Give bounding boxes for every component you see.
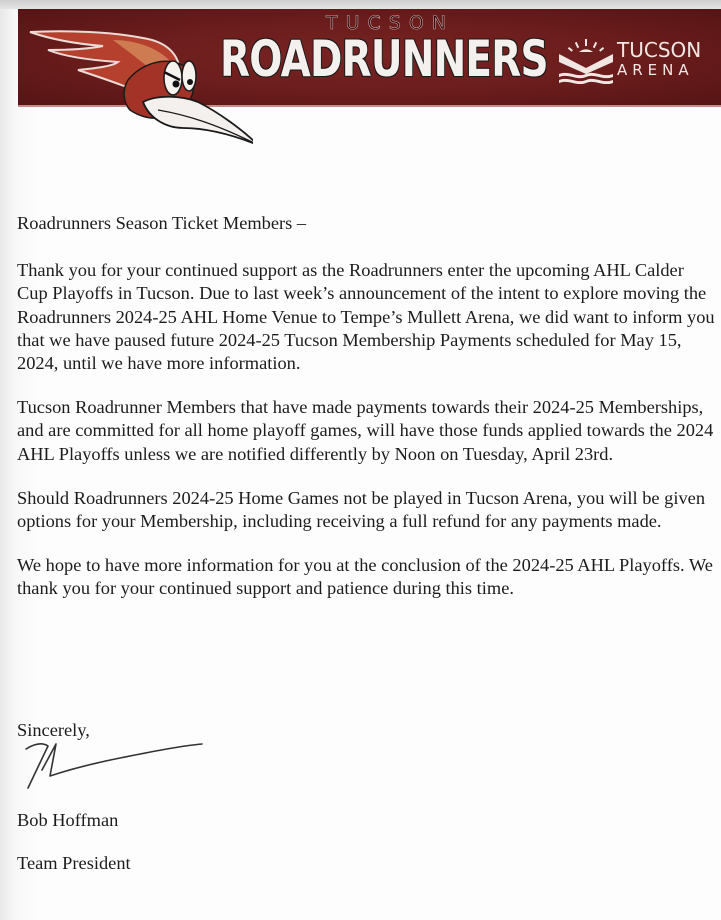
- salutation: Roadrunners Season Ticket Members –: [17, 213, 307, 233]
- paragraph-4: We hope to have more information for you at the conclusion of the 2024-25 AHL Playoffs. We thank you for your continued support and patience during this time.: [17, 555, 713, 599]
- tucson-arena-logo-icon: [557, 38, 615, 84]
- team-name-wordmark: ROADRUNNERS: [220, 30, 548, 88]
- arena-wordmark: [617, 40, 701, 78]
- paragraph-2: Tucson Roadrunner Members that have made payments towards their 2024-25 Memberships, and are committed for all home playoff games, will have those funds applied towards the 2024 AHL Playoffs unless we are notified differently by Noon on Tuesday, April 23rd.: [17, 397, 714, 464]
- roadrunner-mascot-icon: [18, 10, 253, 145]
- paragraph-1: Thank you for your continued support as the Roadrunners enter the upcoming AHL Calder Cup Playoffs in Tucson. Due to last week’s announcement of the intent to explore moving the Roadrunners 2024-25 AHL Home Venue to Tempe’s Mullett Arena, we did want to inform you that we have paused future 2024-25 Tucson Membership Payments scheduled for May 15, 2024, until we have more information.: [17, 260, 715, 374]
- arena-line2: ARENA: [617, 61, 694, 79]
- signer-title: Team President: [17, 853, 131, 873]
- closing: Sincerely,: [17, 720, 90, 740]
- arena-line1: TUCSON: [617, 38, 702, 62]
- signature-icon: [20, 736, 210, 796]
- paragraph-3: Should Roadrunners 2024-25 Home Games not be played in Tucson Arena, you will be given options for your Membership, including receiving a full refund for any payments made.: [17, 487, 706, 532]
- letter-body: [17, 212, 717, 622]
- scan-top-edge: [0, 0, 721, 9]
- team-city-label: TUCSON: [325, 12, 454, 34]
- signer-name: Bob Hoffman: [17, 810, 119, 830]
